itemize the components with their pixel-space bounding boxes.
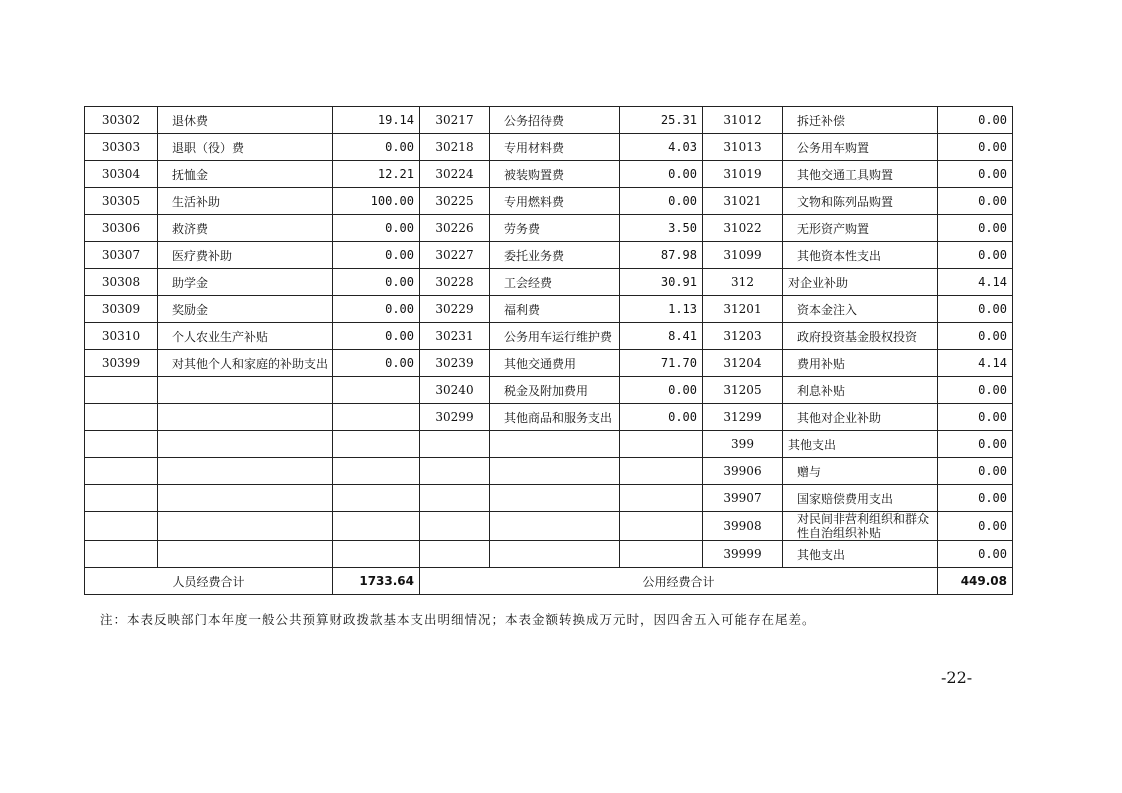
amount-cell: 0.00 xyxy=(938,485,1013,512)
item-name-cell: 对企业补助 xyxy=(783,269,938,296)
item-name-cell xyxy=(490,458,620,485)
amount-cell: 30.91 xyxy=(620,269,703,296)
amount-cell: 1.13 xyxy=(620,296,703,323)
code-cell: 39907 xyxy=(703,485,783,512)
amount-cell xyxy=(333,458,420,485)
code-cell: 30302 xyxy=(85,107,158,134)
item-name-cell: 公务用车运行维护费 xyxy=(490,323,620,350)
expenditure-detail-table xyxy=(84,106,1013,595)
item-name-cell xyxy=(158,404,333,431)
amount-cell: 0.00 xyxy=(620,377,703,404)
code-cell: 31204 xyxy=(703,350,783,377)
item-name-cell: 国家赔偿费用支出 xyxy=(783,485,938,512)
code-cell: 31205 xyxy=(703,377,783,404)
amount-cell: 0.00 xyxy=(938,107,1013,134)
item-name-cell: 奖励金 xyxy=(158,296,333,323)
item-name-cell: 被装购置费 xyxy=(490,161,620,188)
table-row xyxy=(85,485,1013,512)
amount-cell: 0.00 xyxy=(938,188,1013,215)
code-cell: 30225 xyxy=(420,188,490,215)
code-cell: 30308 xyxy=(85,269,158,296)
item-name-cell: 委托业务费 xyxy=(490,242,620,269)
code-cell: 399 xyxy=(703,431,783,458)
amount-cell: 100.00 xyxy=(333,188,420,215)
table-row xyxy=(85,458,1013,485)
code-cell xyxy=(420,512,490,541)
amount-cell: 0.00 xyxy=(938,134,1013,161)
amount-cell: 12.21 xyxy=(333,161,420,188)
amount-cell xyxy=(333,512,420,541)
amount-cell: 0.00 xyxy=(938,377,1013,404)
table-row xyxy=(85,323,1013,350)
item-name-cell xyxy=(158,458,333,485)
public-total-value: 449.08 xyxy=(938,568,1013,595)
personnel-total-label: 人员经费合计 xyxy=(85,568,333,595)
item-name-cell: 救济费 xyxy=(158,215,333,242)
item-name-cell: 政府投资基金股权投资 xyxy=(783,323,938,350)
amount-cell: 3.50 xyxy=(620,215,703,242)
code-cell: 39999 xyxy=(703,541,783,568)
item-name-cell: 其他交通工具购置 xyxy=(783,161,938,188)
item-name-cell xyxy=(158,377,333,404)
item-name-cell xyxy=(490,541,620,568)
code-cell xyxy=(85,431,158,458)
code-cell xyxy=(85,541,158,568)
item-name-cell: 助学金 xyxy=(158,269,333,296)
amount-cell: 4.14 xyxy=(938,269,1013,296)
amount-cell: 25.31 xyxy=(620,107,703,134)
table-row xyxy=(85,134,1013,161)
code-cell: 39906 xyxy=(703,458,783,485)
item-name-cell: 费用补贴 xyxy=(783,350,938,377)
code-cell: 30309 xyxy=(85,296,158,323)
amount-cell: 0.00 xyxy=(938,458,1013,485)
amount-cell: 0.00 xyxy=(938,242,1013,269)
code-cell: 30240 xyxy=(420,377,490,404)
amount-cell: 0.00 xyxy=(938,215,1013,242)
amount-cell xyxy=(333,485,420,512)
amount-cell: 19.14 xyxy=(333,107,420,134)
table-row xyxy=(85,161,1013,188)
amount-cell: 0.00 xyxy=(620,188,703,215)
item-name-cell: 对民间非营利组织和群众性自治组织补贴 xyxy=(783,512,938,541)
code-cell: 30304 xyxy=(85,161,158,188)
item-name-cell: 资本金注入 xyxy=(783,296,938,323)
amount-cell: 0.00 xyxy=(333,269,420,296)
code-cell: 30399 xyxy=(85,350,158,377)
table-row xyxy=(85,269,1013,296)
personnel-total-value: 1733.64 xyxy=(333,568,420,595)
code-cell: 31022 xyxy=(703,215,783,242)
amount-cell xyxy=(620,541,703,568)
table-row xyxy=(85,107,1013,134)
code-cell xyxy=(420,485,490,512)
item-name-cell: 其他支出 xyxy=(783,431,938,458)
amount-cell: 0.00 xyxy=(938,296,1013,323)
code-cell: 30307 xyxy=(85,242,158,269)
code-cell: 31299 xyxy=(703,404,783,431)
item-name-cell xyxy=(490,512,620,541)
code-cell: 39908 xyxy=(703,512,783,541)
amount-cell: 0.00 xyxy=(333,350,420,377)
table-row xyxy=(85,377,1013,404)
public-total-label: 公用经费合计 xyxy=(420,568,938,595)
table-row xyxy=(85,404,1013,431)
amount-cell xyxy=(620,431,703,458)
amount-cell xyxy=(333,404,420,431)
amount-cell: 0.00 xyxy=(620,404,703,431)
item-name-cell: 对其他个人和家庭的补助支出 xyxy=(158,350,333,377)
code-cell xyxy=(420,431,490,458)
amount-cell: 0.00 xyxy=(938,512,1013,541)
amount-cell: 0.00 xyxy=(938,431,1013,458)
item-name-cell xyxy=(158,512,333,541)
code-cell xyxy=(85,512,158,541)
item-name-cell: 税金及附加费用 xyxy=(490,377,620,404)
code-cell xyxy=(420,541,490,568)
code-cell xyxy=(85,404,158,431)
amount-cell: 87.98 xyxy=(620,242,703,269)
amount-cell xyxy=(333,377,420,404)
table-body xyxy=(85,107,1013,568)
code-cell: 31099 xyxy=(703,242,783,269)
table-row xyxy=(85,350,1013,377)
amount-cell: 0.00 xyxy=(333,242,420,269)
item-name-cell: 个人农业生产补贴 xyxy=(158,323,333,350)
amount-cell: 0.00 xyxy=(333,296,420,323)
amount-cell: 0.00 xyxy=(938,323,1013,350)
amount-cell: 0.00 xyxy=(333,215,420,242)
amount-cell xyxy=(620,458,703,485)
item-name-cell: 其他对企业补助 xyxy=(783,404,938,431)
code-cell: 30224 xyxy=(420,161,490,188)
table-row xyxy=(85,242,1013,269)
amount-cell: 0.00 xyxy=(938,161,1013,188)
code-cell: 31019 xyxy=(703,161,783,188)
item-name-cell: 其他交通费用 xyxy=(490,350,620,377)
totals-row xyxy=(85,568,1013,595)
item-name-cell xyxy=(158,541,333,568)
item-name-cell: 公务用车购置 xyxy=(783,134,938,161)
code-cell: 31012 xyxy=(703,107,783,134)
item-name-cell xyxy=(158,431,333,458)
table-row xyxy=(85,431,1013,458)
item-name-cell: 利息补贴 xyxy=(783,377,938,404)
code-cell: 30228 xyxy=(420,269,490,296)
item-name-cell: 退休费 xyxy=(158,107,333,134)
code-cell xyxy=(85,485,158,512)
code-cell: 31021 xyxy=(703,188,783,215)
amount-cell: 0.00 xyxy=(333,134,420,161)
code-cell: 30310 xyxy=(85,323,158,350)
item-name-cell: 公务招待费 xyxy=(490,107,620,134)
item-name-cell: 抚恤金 xyxy=(158,161,333,188)
amount-cell: 0.00 xyxy=(938,404,1013,431)
amount-cell: 0.00 xyxy=(620,161,703,188)
item-name-cell: 其他商品和服务支出 xyxy=(490,404,620,431)
amount-cell: 4.03 xyxy=(620,134,703,161)
item-name-cell xyxy=(490,431,620,458)
item-name-cell: 其他资本性支出 xyxy=(783,242,938,269)
table-row xyxy=(85,296,1013,323)
table-footnote: 注：本表反映部门本年度一般公共预算财政拨款基本支出明细情况；本表金额转换成万元时，因四舍五入可能存在尾差。 xyxy=(100,612,816,627)
table-row xyxy=(85,512,1013,541)
amount-cell: 71.70 xyxy=(620,350,703,377)
item-name-cell: 劳务费 xyxy=(490,215,620,242)
code-cell: 30218 xyxy=(420,134,490,161)
item-name-cell: 文物和陈列品购置 xyxy=(783,188,938,215)
code-cell: 30217 xyxy=(420,107,490,134)
item-name-cell: 专用燃料费 xyxy=(490,188,620,215)
table-row xyxy=(85,215,1013,242)
item-name-cell: 生活补助 xyxy=(158,188,333,215)
code-cell xyxy=(85,458,158,485)
code-cell: 31201 xyxy=(703,296,783,323)
code-cell: 312 xyxy=(703,269,783,296)
item-name-cell: 福利费 xyxy=(490,296,620,323)
amount-cell xyxy=(333,431,420,458)
code-cell: 30303 xyxy=(85,134,158,161)
table-row xyxy=(85,188,1013,215)
amount-cell: 8.41 xyxy=(620,323,703,350)
item-name-cell: 拆迁补偿 xyxy=(783,107,938,134)
code-cell: 31013 xyxy=(703,134,783,161)
code-cell: 30231 xyxy=(420,323,490,350)
item-name-cell: 医疗费补助 xyxy=(158,242,333,269)
item-name-cell xyxy=(158,485,333,512)
amount-cell xyxy=(333,541,420,568)
code-cell: 30239 xyxy=(420,350,490,377)
code-cell: 30305 xyxy=(85,188,158,215)
code-cell: 30229 xyxy=(420,296,490,323)
item-name-cell: 专用材料费 xyxy=(490,134,620,161)
amount-cell xyxy=(620,485,703,512)
item-name-cell: 赠与 xyxy=(783,458,938,485)
code-cell: 30227 xyxy=(420,242,490,269)
code-cell: 31203 xyxy=(703,323,783,350)
item-name-cell: 其他支出 xyxy=(783,541,938,568)
code-cell xyxy=(420,458,490,485)
item-name-cell: 无形资产购置 xyxy=(783,215,938,242)
item-name-cell: 工会经费 xyxy=(490,269,620,296)
code-cell: 30299 xyxy=(420,404,490,431)
table-row xyxy=(85,541,1013,568)
amount-cell: 0.00 xyxy=(938,541,1013,568)
page-number: -22- xyxy=(941,668,973,687)
code-cell: 30226 xyxy=(420,215,490,242)
code-cell xyxy=(85,377,158,404)
item-name-cell: 退职（役）费 xyxy=(158,134,333,161)
item-name-cell xyxy=(490,485,620,512)
amount-cell: 4.14 xyxy=(938,350,1013,377)
amount-cell: 0.00 xyxy=(333,323,420,350)
code-cell: 30306 xyxy=(85,215,158,242)
amount-cell xyxy=(620,512,703,541)
